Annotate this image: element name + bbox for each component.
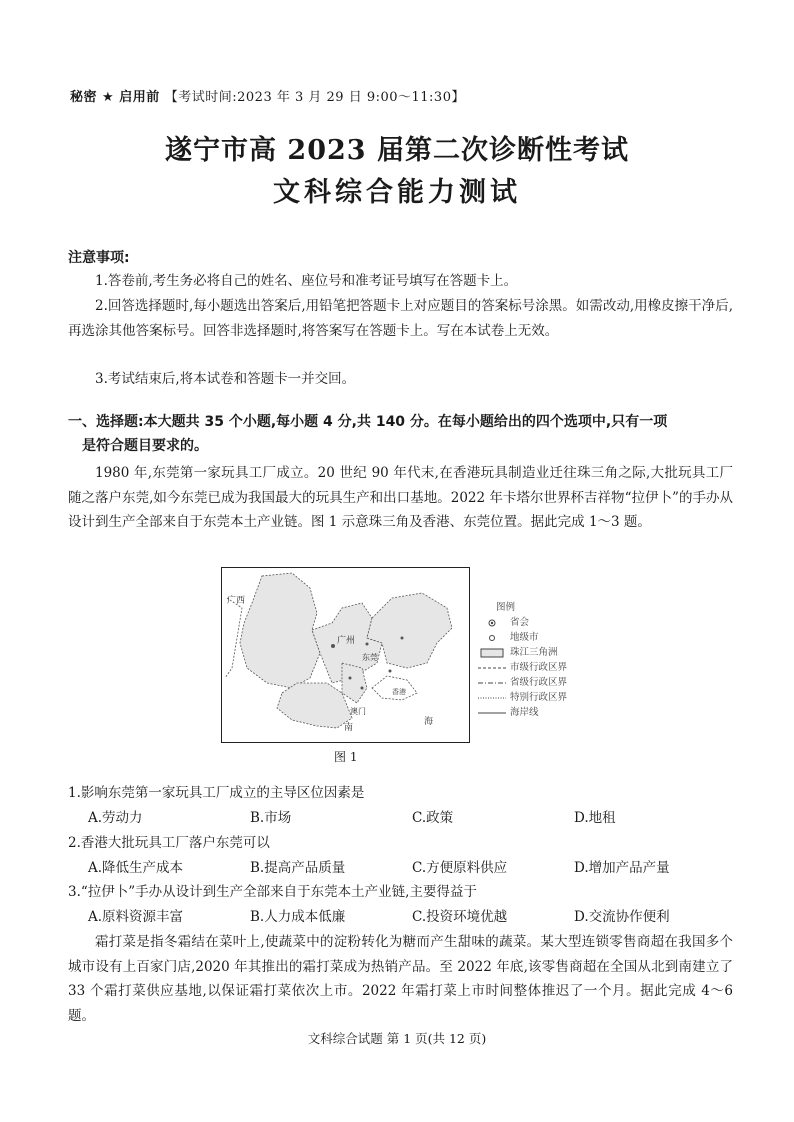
question-1-option-a[interactable]: A.劳动力 [88,810,143,826]
dotted-line-icon [478,696,506,700]
label-sea: 海 [424,717,434,727]
question-3-option-a[interactable]: A.原料资源丰富 [88,909,184,925]
label-guangzhou: 广州 [337,636,356,646]
label-macau: 澳门 [350,707,366,716]
capital-dot-icon [478,619,506,627]
section-heading-line1: 一、选择题:本大题共 35 个小题,每小题 4 分,共 140 分。在每小题给出的四个选项中,只有一项 [68,414,668,430]
figure-1-map [221,567,470,743]
label-hongkong: 香港 [392,688,406,696]
legend-item-province-boundary: 省级行政区界 [478,675,567,690]
legend-item-coastline: 海岸线 [478,705,567,720]
passage-1: 1980 年,东莞第一家玩具工厂成立。20 世纪 90 年代末,在香港玩具制造业迁往珠三角之际,大批玩具工厂随之落户东莞,如今东莞已成为我国最大的玩具生产和出口基地。2022 年卡塔尔世界杯吉祥物“拉伊卜”的手办从设计到生产全部来自于东莞本土产业链。图 1 示意珠三角及香港、东莞位置。据此完成 1～3 题。 [68,465,733,530]
confidential-header [70,86,465,105]
notice-item-2: 2.回答选择题时,每小题选出答案后,用铅笔把答题卡上对应题目的答案标号涂黑。如需改动,用橡皮擦干净后,再选涂其他答案标号。回答非选择题时,将答案写在答题卡上。写在本试卷上无效。 [68,298,733,339]
legend-item-city: 地级市 [478,630,567,645]
secret-label: 秘密 ★ 启用前 [70,90,160,105]
section-heading-line2: 是符合题目要求的。 [82,438,208,454]
label-south: 南 [344,723,354,733]
label-dongguan: 东莞 [362,653,378,662]
question-3-options [88,905,738,925]
legend-item-delta: 珠江三角洲 [478,645,567,660]
legend-item-sar-boundary: 特别行政区界 [478,690,567,705]
exam-time: 【考试时间:2023 年 3 月 29 日 9:00～11:30】 [164,90,465,105]
question-2-option-b[interactable]: B.提高产品质量 [250,860,346,876]
figure-caption: 图 1 [334,750,358,764]
section-heading [68,410,736,458]
question-3-option-b[interactable]: B.人力成本低廉 [250,909,346,925]
legend-item-city-boundary: 市级行政区界 [478,660,567,675]
legend-item-capital: 省会 [478,615,567,630]
question-3-stem: 3.“拉伊卜”手办从设计到生产全部来自于东莞本土产业链,主要得益于 [68,884,477,900]
question-2-stem: 2.香港大批玩具工厂落户东莞可以 [68,835,270,851]
map-legend [478,600,567,720]
legend-title: 图例 [496,602,516,613]
question-1-options [88,806,738,826]
exam-title: 遂宁市高 2023 届第二次诊断性考试 [165,135,629,166]
question-3-option-c[interactable]: C.投资环境优越 [412,909,508,925]
notice-item-3: 3.考试结束后,将本试卷和答题卡一并交回。 [95,371,356,387]
question-2-option-a[interactable]: A.降低生产成本 [88,860,184,876]
question-3-option-d[interactable]: D.交流协作便利 [574,909,670,925]
dash-line-icon [478,666,506,670]
shaded-box-icon [478,648,506,658]
exam-subtitle: 文科综合能力测试 [273,177,521,208]
notice-item-1: 1.答卷前,考生务必将自己的姓名、座位号和准考证号填写在答题卡上。 [95,273,518,289]
question-2-options [88,856,738,876]
question-1-stem: 1.影响东莞第一家玩具工厂成立的主导区位因素是 [68,785,365,801]
notice-heading: 注意事项: [68,250,130,266]
city-dot-icon [478,634,506,642]
question-2-option-c[interactable]: C.方便原料供应 [412,860,508,876]
pearl-river-delta-map [222,568,469,742]
dash-dot-line-icon [478,681,506,685]
page-footer: 文科综合试题 第 1 页(共 12 页) [307,1031,487,1046]
question-2-option-d[interactable]: D.增加产品产量 [574,860,670,876]
question-1-option-d[interactable]: D.地租 [574,810,616,826]
question-1-option-b[interactable]: B.市场 [250,810,292,826]
passage-2: 霜打菜是指冬霜结在菜叶上,使蔬菜中的淀粉转化为糖而产生甜味的蔬菜。某大型连锁零售商超在我国多个城市设有上百家门店,2020 年其推出的霜打菜成为热销产品。至 2022 年底,该零售商超在全国从北到南建立了 33 个霜打菜供应基地,以保证霜打菜依次上市。2022 年霜打菜上市时间整体推迟了一个月。据此完成 4～6 题。 [68,934,733,1024]
question-1-option-c[interactable]: C.政策 [412,810,454,826]
label-guangxi: 广西 [227,596,246,606]
solid-line-icon [478,711,506,715]
